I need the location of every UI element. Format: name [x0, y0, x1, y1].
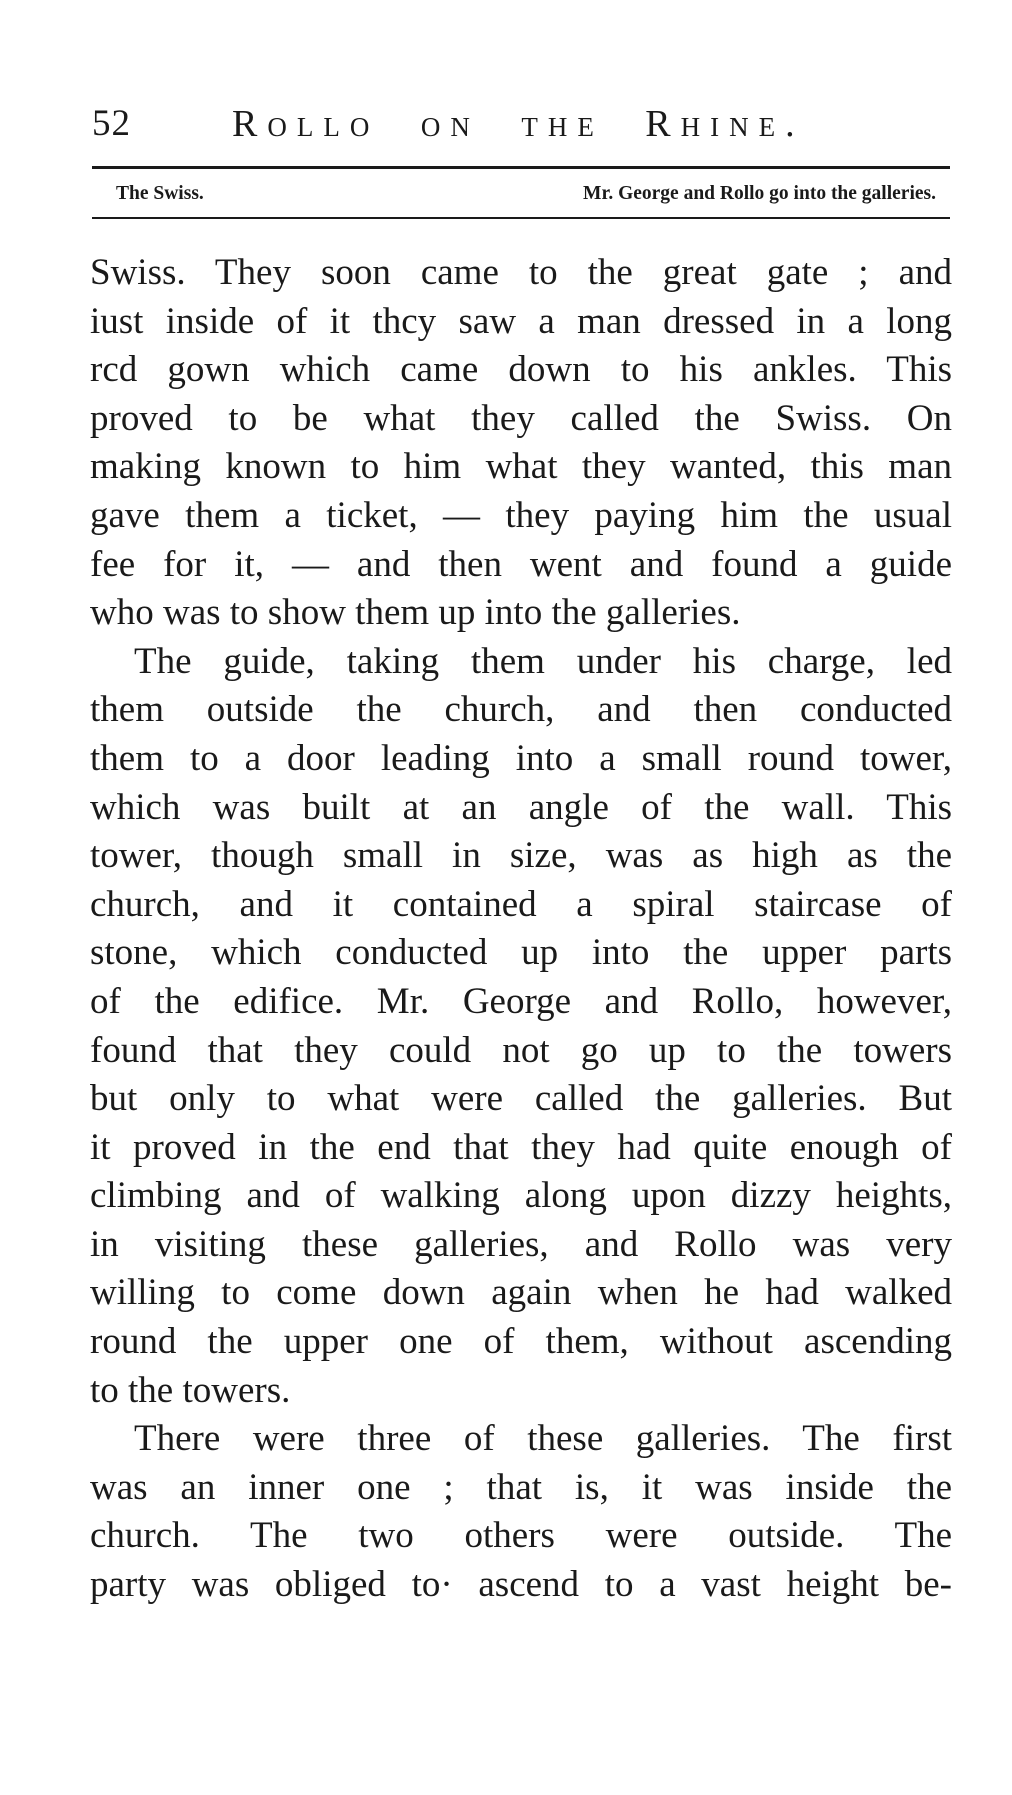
paragraph-2 — [90, 638, 952, 1416]
page-number: 52 — [92, 103, 131, 144]
text-line: it proved in the end that they had quite enough of — [90, 1126, 952, 1168]
text-line: them outside the church, and then conducted — [90, 689, 952, 731]
header-rule-top — [92, 166, 950, 169]
text-line: There were three of these galleries. The first — [134, 1418, 952, 1460]
text-line: stone, which conducted up into the upper parts — [90, 932, 952, 974]
text-line: to the towers. — [90, 1369, 291, 1411]
text-line: gave them a ticket, — they paying him the usual — [90, 494, 952, 536]
text-line: The guide, taking them under his charge, led — [134, 640, 952, 682]
text-line: party was obliged to· ascend to a vast height be- — [90, 1564, 952, 1606]
text-line: climbing and of walking along upon dizzy heights, — [90, 1175, 952, 1217]
text-line: church. The two others were outside. The — [90, 1515, 952, 1557]
text-line: of the edifice. Mr. George and Rollo, however, — [90, 980, 952, 1022]
text-line: proved to be what they called the Swiss. On — [90, 397, 952, 439]
text-line: them to a door leading into a small round tower, — [90, 737, 952, 779]
text-line: but only to what were called the galleries. But — [90, 1078, 952, 1120]
text-line: in visiting these galleries, and Rollo was very — [90, 1223, 952, 1265]
text-line: fee for it, — and then went and found a guide — [90, 543, 952, 585]
running-head — [92, 98, 950, 150]
paragraph-3 — [90, 1415, 952, 1609]
paragraph-1 — [90, 249, 952, 638]
subhead-left: The Swiss. — [116, 183, 204, 204]
text-line: which was built at an angle of the wall. This — [90, 786, 952, 828]
text-line: rcd gown which came down to his ankles. This — [90, 349, 952, 391]
text-line: church, and it contained a spiral staircase of — [90, 883, 952, 925]
body-text — [90, 249, 952, 1610]
section-subheads — [92, 174, 950, 214]
text-line: making known to him what they wanted, this man — [90, 446, 952, 488]
header-rule-bottom — [92, 217, 950, 219]
text-line: Swiss. They soon came to the great gate ; and — [90, 252, 952, 293]
text-line: willing to come down again when he had walked — [90, 1272, 952, 1314]
text-line: round the upper one of them, without ascending — [90, 1321, 952, 1363]
text-line: iust inside of it thcy saw a man dressed in a long — [90, 300, 952, 342]
text-line: was an inner one ; that is, it was inside the — [90, 1466, 952, 1508]
text-line: found that they could not go up to the towers — [90, 1029, 952, 1071]
subhead-right: Mr. George and Rollo go into the galleries. — [583, 183, 936, 204]
text-line: who was to show them up into the galleries. — [90, 592, 741, 634]
text-line: tower, though small in size, was as high as the — [90, 835, 952, 877]
running-title: Rollo on the Rhine. — [232, 103, 805, 145]
